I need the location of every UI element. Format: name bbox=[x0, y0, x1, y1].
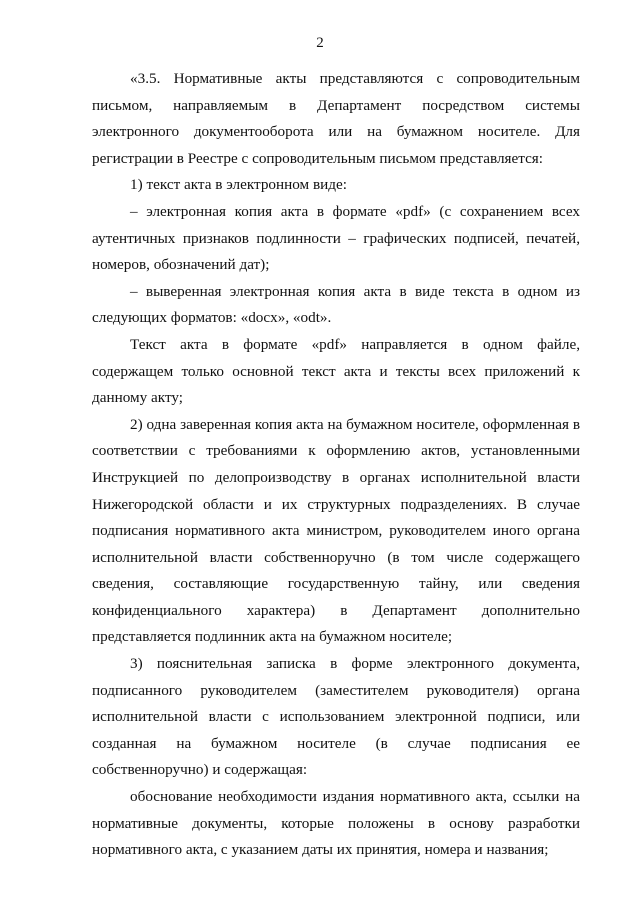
paragraph-3-5-intro: «3.5. Нормативные акты представляются с сопроводительным письмом, направляемым в Департамент посредством системы электронного документооборота или на бумажном носителе. Для регистрации в Реестре с сопроводительным письмом представляется: bbox=[92, 70, 580, 167]
paragraph-item-3: 3) пояснительная записка в форме электронного документа, подписанного руководителем (заместителем руководителя) органа исполнительной власти с использованием электронной подписи, или созданная на бумажном носителе (в случае подписания ее собственноручно) и содержащая: bbox=[92, 655, 580, 779]
paragraph-text-copy: – выверенная электронная копия акта в виде текста в одном из следующих форматов: «docx», «odt». bbox=[92, 282, 580, 327]
page-number: 2 bbox=[316, 35, 324, 51]
paragraph-pdf-copy: – электронная копия акта в формате «pdf» (с сохранением всех аутентичных признаков подлинности – графических подписей, печатей, номеров, обозначений дат); bbox=[92, 202, 580, 274]
document-body bbox=[92, 66, 580, 864]
paragraph-item-2: 2) одна заверенная копия акта на бумажном носителе, оформленная в соответствии с требованиями к оформлению актов, установленными Инструкцией по делопроизводству в органах исполнительной власти Нижегородской области и их структурных подразделениях. В случае подписания нормативного акта министром, руководителем иного органа исполнительной власти собственноручно (в том числе содержащего сведения, составляющие государственную тайну, или сведения конфиденциального характера) в Департамент дополнительно представляется подлинник акта на бумажном носителе; bbox=[92, 415, 580, 646]
paragraph-justification: обоснование необходимости издания нормативного акта, ссылки на нормативные документы, которые положены в основу разработки нормативного акта, с указанием даты их принятия, номера и названия; bbox=[92, 788, 580, 859]
paragraph-pdf-single-file: Текст акта в формате «pdf» направляется в одном файле, содержащем только основной текст акта и тексты всех приложений к данному акту; bbox=[92, 335, 580, 407]
paragraph-item-1: 1) текст акта в электронном виде: bbox=[130, 176, 347, 194]
